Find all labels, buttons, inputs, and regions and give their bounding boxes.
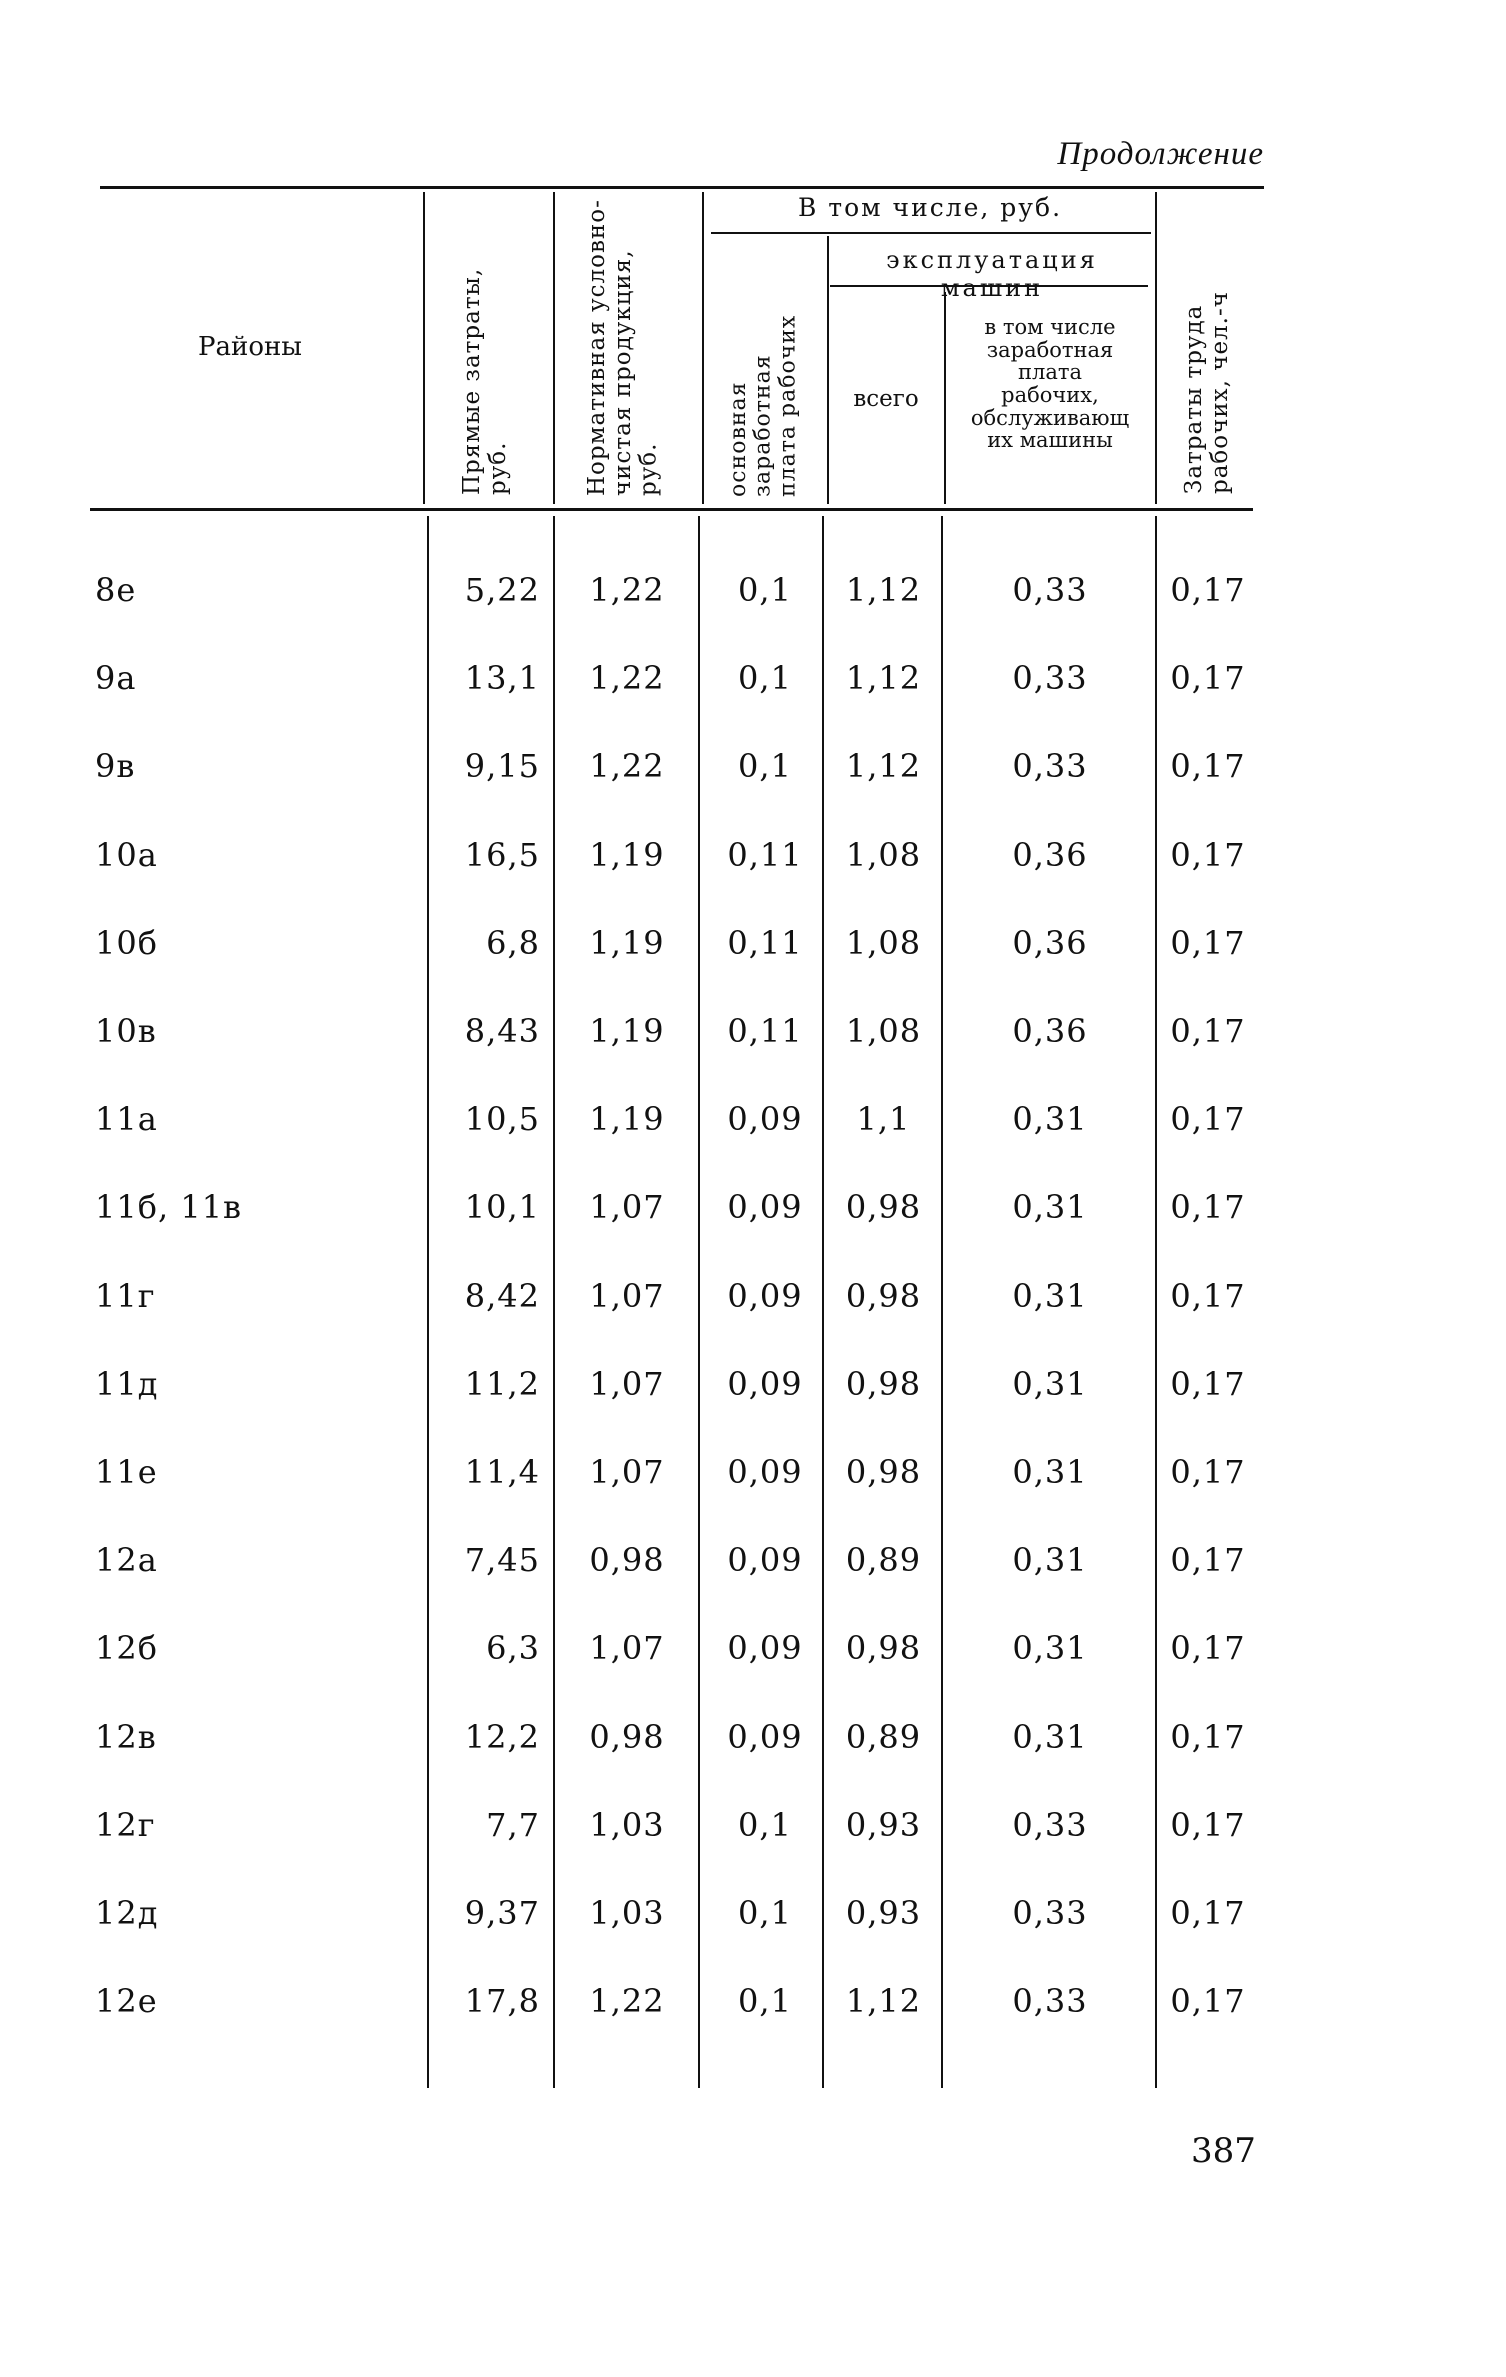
row-machine-wage: 0,33 [1012,1982,1088,2021]
row-machine-total: 0,89 [845,1541,922,1580]
row-direct-costs: 10,5 [464,1100,540,1139]
row-district: 11е [95,1453,158,1491]
row-normative-net: 1,03 [589,1894,665,1932]
table-row [0,722,1506,810]
table-row [0,1252,1506,1340]
row-base-wage: 0,11 [727,1012,803,1050]
row-normative-net: 1,19 [589,1100,665,1139]
table-row [0,1516,1506,1604]
row-labor-costs: 0,17 [1170,747,1246,786]
row-machine-total: 1,12 [845,571,922,609]
header-bottom-rule [90,508,1253,511]
row-normative-net: 1,07 [589,1629,665,1668]
row-machine-wage: 0,33 [1012,1805,1088,1844]
row-direct-costs: 6,3 [486,1629,540,1668]
row-direct-costs: 6,8 [486,923,540,962]
header-machine-operation: эксплуатация машин [886,246,1098,302]
row-normative-net: 1,22 [589,1982,665,2021]
table-row [0,811,1506,899]
table-row [0,1075,1506,1163]
row-direct-costs: 9,15 [464,747,540,786]
row-machine-total: 1,08 [845,835,922,874]
row-labor-costs: 0,17 [1170,1541,1246,1580]
row-machine-wage: 0,31 [1012,1276,1088,1315]
continuation-label: Продолжение [1057,136,1264,172]
row-district: 9а [95,659,137,698]
row-base-wage: 0,1 [738,747,792,786]
row-machine-total: 1,12 [845,747,922,786]
header-including: В том числе, руб. [797,193,1063,222]
row-normative-net: 1,22 [589,659,665,698]
table-row [0,987,1506,1075]
table-row [0,1957,1506,2045]
row-base-wage: 0,09 [727,1629,803,1668]
row-machine-total: 0,93 [845,1894,922,1932]
row-direct-costs: 7,45 [464,1541,540,1580]
header-normative-net: Нормативная условно-чистая продукция, руб. [584,199,662,496]
row-base-wage: 0,1 [738,571,792,609]
row-machine-wage: 0,31 [1012,1629,1088,1668]
row-normative-net: 1,19 [589,923,665,962]
row-district: 11б, 11в [95,1188,243,1227]
row-direct-costs: 11,4 [464,1453,540,1491]
row-machine-wage: 0,31 [1012,1188,1088,1227]
header-labor-costs: Затраты труда рабочих, чел.-ч [1181,291,1233,494]
row-normative-net: 1,07 [589,1364,665,1403]
row-base-wage: 0,11 [727,923,803,962]
row-machine-wage: 0,36 [1012,1012,1088,1050]
header-divider-4 [827,236,829,504]
row-labor-costs: 0,17 [1170,1629,1246,1668]
row-base-wage: 0,09 [727,1541,803,1580]
row-district: 12б [95,1629,158,1668]
row-normative-net: 1,07 [589,1188,665,1227]
row-labor-costs: 0,17 [1170,835,1246,874]
row-district: 12г [95,1805,156,1844]
table-row [0,1428,1506,1516]
header-divider-6 [1155,192,1157,504]
row-machine-total: 0,98 [845,1629,922,1668]
row-labor-costs: 0,17 [1170,1453,1246,1491]
row-machine-total: 0,98 [845,1453,922,1491]
row-machine-wage: 0,33 [1012,747,1088,786]
header-base-wage: основная заработная плата рабочих [726,314,801,497]
row-district: 12а [95,1541,158,1580]
row-normative-net: 1,22 [589,747,665,786]
row-machine-total: 0,93 [845,1805,922,1844]
header-direct-costs: Прямые затраты, руб. [459,267,511,495]
table-row [0,1604,1506,1692]
row-labor-costs: 0,17 [1170,1012,1246,1050]
table-row [0,634,1506,722]
row-district: 12д [95,1894,159,1932]
row-base-wage: 0,09 [727,1453,803,1491]
row-normative-net: 0,98 [589,1541,665,1580]
row-machine-wage: 0,33 [1012,571,1088,609]
table-top-rule [100,186,1264,189]
row-district: 8е [95,571,137,609]
row-base-wage: 0,09 [727,1188,803,1227]
row-direct-costs: 10,1 [464,1188,540,1227]
row-direct-costs: 16,5 [464,835,540,874]
row-machine-wage: 0,36 [1012,835,1088,874]
row-base-wage: 0,09 [727,1364,803,1403]
row-machine-total: 0,98 [845,1188,922,1227]
row-normative-net: 0,98 [589,1717,665,1756]
row-labor-costs: 0,17 [1170,1894,1246,1932]
row-district: 11г [95,1276,156,1315]
table-row [0,1693,1506,1781]
row-base-wage: 0,11 [727,835,803,874]
row-base-wage: 0,09 [727,1100,803,1139]
row-machine-total: 0,98 [845,1276,922,1315]
row-labor-costs: 0,17 [1170,571,1246,609]
row-machine-wage: 0,31 [1012,1364,1088,1403]
row-direct-costs: 12,2 [464,1717,540,1756]
row-labor-costs: 0,17 [1170,659,1246,698]
row-district: 11а [95,1100,158,1139]
row-machine-wage: 0,33 [1012,1894,1088,1932]
row-direct-costs: 9,37 [464,1894,540,1932]
row-machine-total: 1,08 [845,923,922,962]
row-direct-costs: 7,7 [486,1805,540,1844]
table-row [0,1340,1506,1428]
row-machine-total: 1,12 [845,1982,922,2021]
row-district: 9в [95,747,136,786]
row-normative-net: 1,19 [589,835,665,874]
row-normative-net: 1,07 [589,1453,665,1491]
row-machine-wage: 0,31 [1012,1453,1088,1491]
row-labor-costs: 0,17 [1170,1982,1246,2021]
row-district: 12е [95,1982,158,2021]
row-labor-costs: 0,17 [1170,1717,1246,1756]
row-district: 10б [95,923,158,962]
header-divider-1 [423,192,425,504]
row-machine-total: 0,89 [845,1717,922,1756]
row-machine-total: 0,98 [845,1364,922,1403]
row-district: 10а [95,835,158,874]
row-base-wage: 0,1 [738,1894,792,1932]
page-number: 387 [1191,2131,1256,2171]
header-districts: Районы [198,332,302,362]
row-machine-wage: 0,31 [1012,1717,1088,1756]
row-labor-costs: 0,17 [1170,1805,1246,1844]
row-machine-wage: 0,33 [1012,659,1088,698]
including-rule [711,232,1151,234]
header-machine-wage: в том числе заработная плата рабочих, обслуживающих машины [970,315,1130,453]
row-base-wage: 0,1 [738,659,792,698]
row-normative-net: 1,22 [589,571,665,609]
row-labor-costs: 0,17 [1170,1276,1246,1315]
row-labor-costs: 0,17 [1170,923,1246,962]
row-machine-total: 1,08 [845,1012,922,1050]
row-machine-total: 1,12 [845,659,922,698]
table-row [0,1781,1506,1869]
row-direct-costs: 13,1 [464,659,540,698]
row-normative-net: 1,03 [589,1805,665,1844]
row-district: 10в [95,1012,157,1050]
row-machine-wage: 0,36 [1012,923,1088,962]
header-divider-3 [702,192,704,504]
row-machine-wage: 0,31 [1012,1100,1088,1139]
row-direct-costs: 8,42 [464,1276,540,1315]
row-base-wage: 0,09 [727,1717,803,1756]
row-base-wage: 0,09 [727,1276,803,1315]
header-divider-2 [553,192,555,504]
row-labor-costs: 0,17 [1170,1188,1246,1227]
row-direct-costs: 8,43 [464,1012,540,1050]
row-base-wage: 0,1 [738,1805,792,1844]
row-direct-costs: 17,8 [464,1982,540,2021]
row-labor-costs: 0,17 [1170,1100,1246,1139]
row-machine-total: 1,1 [856,1100,911,1139]
row-district: 11д [95,1364,159,1403]
row-labor-costs: 0,17 [1170,1364,1246,1403]
header-total: всего [853,386,919,412]
row-direct-costs: 11,2 [464,1364,540,1403]
row-district: 12в [95,1717,157,1756]
row-machine-wage: 0,31 [1012,1541,1088,1580]
table-row [0,1163,1506,1251]
table-row [0,899,1506,987]
row-normative-net: 1,07 [589,1276,665,1315]
row-direct-costs: 5,22 [464,571,540,609]
table-row [0,1869,1506,1957]
row-base-wage: 0,1 [738,1982,792,2021]
row-normative-net: 1,19 [589,1012,665,1050]
table-row [0,546,1506,634]
header-divider-5 [944,292,946,504]
